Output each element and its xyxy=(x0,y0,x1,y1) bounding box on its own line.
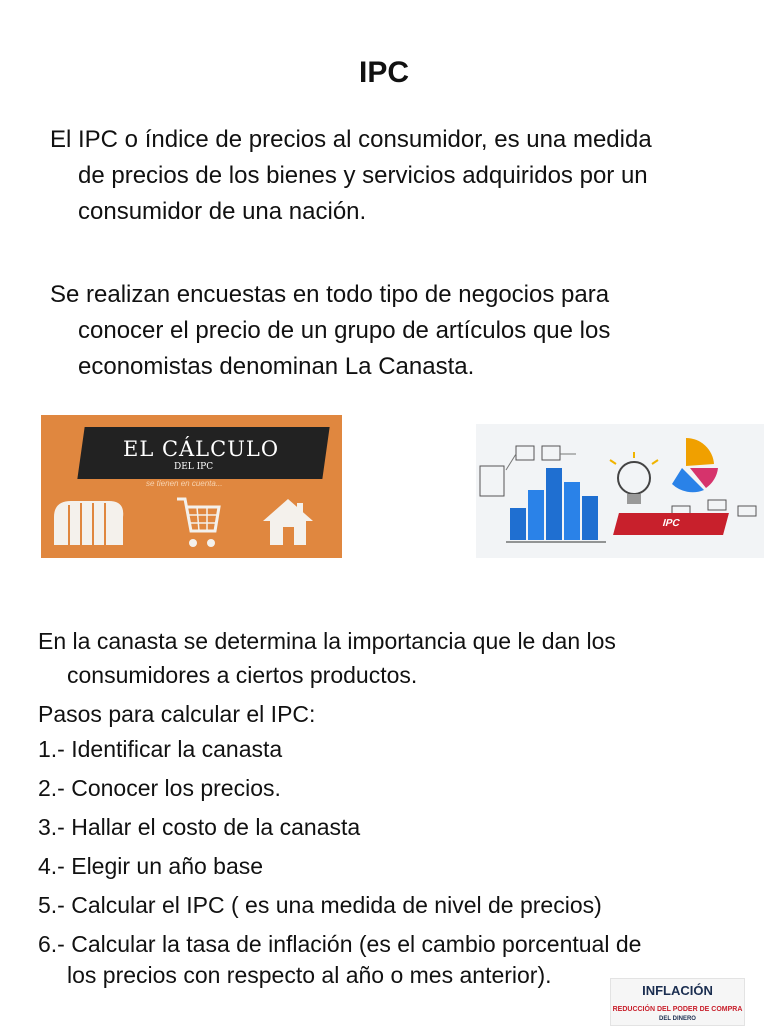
step-item: 6.- Calcular la tasa de inflación (es el cambio porcentual de xyxy=(38,931,642,957)
badge-line: REDUCCIÓN DEL PODER DE COMPRA xyxy=(612,1006,743,1013)
paragraph-line: El IPC o índice de precios al consumidor, es una medida xyxy=(50,126,652,153)
banner-title: EL CÁLCULO xyxy=(123,437,280,461)
ipc-chart-image xyxy=(476,424,764,558)
paragraph-line: En la canasta se determina la importancia que le dan los xyxy=(38,628,616,654)
bread-icon xyxy=(49,495,129,550)
paragraph-definition xyxy=(50,122,740,230)
paragraph-line: conocer el precio de un grupo de artículos que los xyxy=(78,317,611,344)
step-item: 2.- Conocer los precios. xyxy=(38,775,281,801)
ipc-tag-label: IPC xyxy=(613,513,729,535)
badge-title: INFLACIÓN xyxy=(642,983,713,998)
paragraph-line: de precios de los bienes y servicios adquiridos por un xyxy=(78,162,648,189)
page-title: IPC xyxy=(358,56,409,89)
paragraph-line: consumidor de una nación. xyxy=(78,198,367,225)
step-item: 5.- Calcular el IPC ( es una medida de nivel de precios) xyxy=(38,892,602,918)
banner-tagline: se tienen en cuenta... xyxy=(146,479,223,488)
cart-icon xyxy=(173,493,223,555)
paragraph-line: economistas denominan La Canasta. xyxy=(78,353,475,380)
step-item: 4.- Elegir un año base xyxy=(38,853,264,879)
inflacion-badge xyxy=(610,978,745,1026)
step-item: 1.- Identificar la canasta xyxy=(38,736,283,762)
paragraph-basket xyxy=(38,624,748,692)
calculo-ipc-image xyxy=(41,415,342,558)
badge-line: DEL DINERO xyxy=(659,1016,696,1022)
paragraph-surveys xyxy=(50,277,740,385)
paragraph-line: consumidores a ciertos productos. xyxy=(67,662,418,688)
step-item-continuation: los precios con respecto al año o mes anterior). xyxy=(67,962,552,988)
house-icon xyxy=(261,497,315,547)
chart-illustration xyxy=(476,424,764,558)
paragraph-line: Se realizan encuestas en todo tipo de negocios para xyxy=(50,281,610,308)
banner-subtitle: DEL IPC xyxy=(174,462,214,472)
steps-heading: Pasos para calcular el IPC: xyxy=(38,701,316,727)
step-item: 3.- Hallar el costo de la canasta xyxy=(38,814,361,840)
